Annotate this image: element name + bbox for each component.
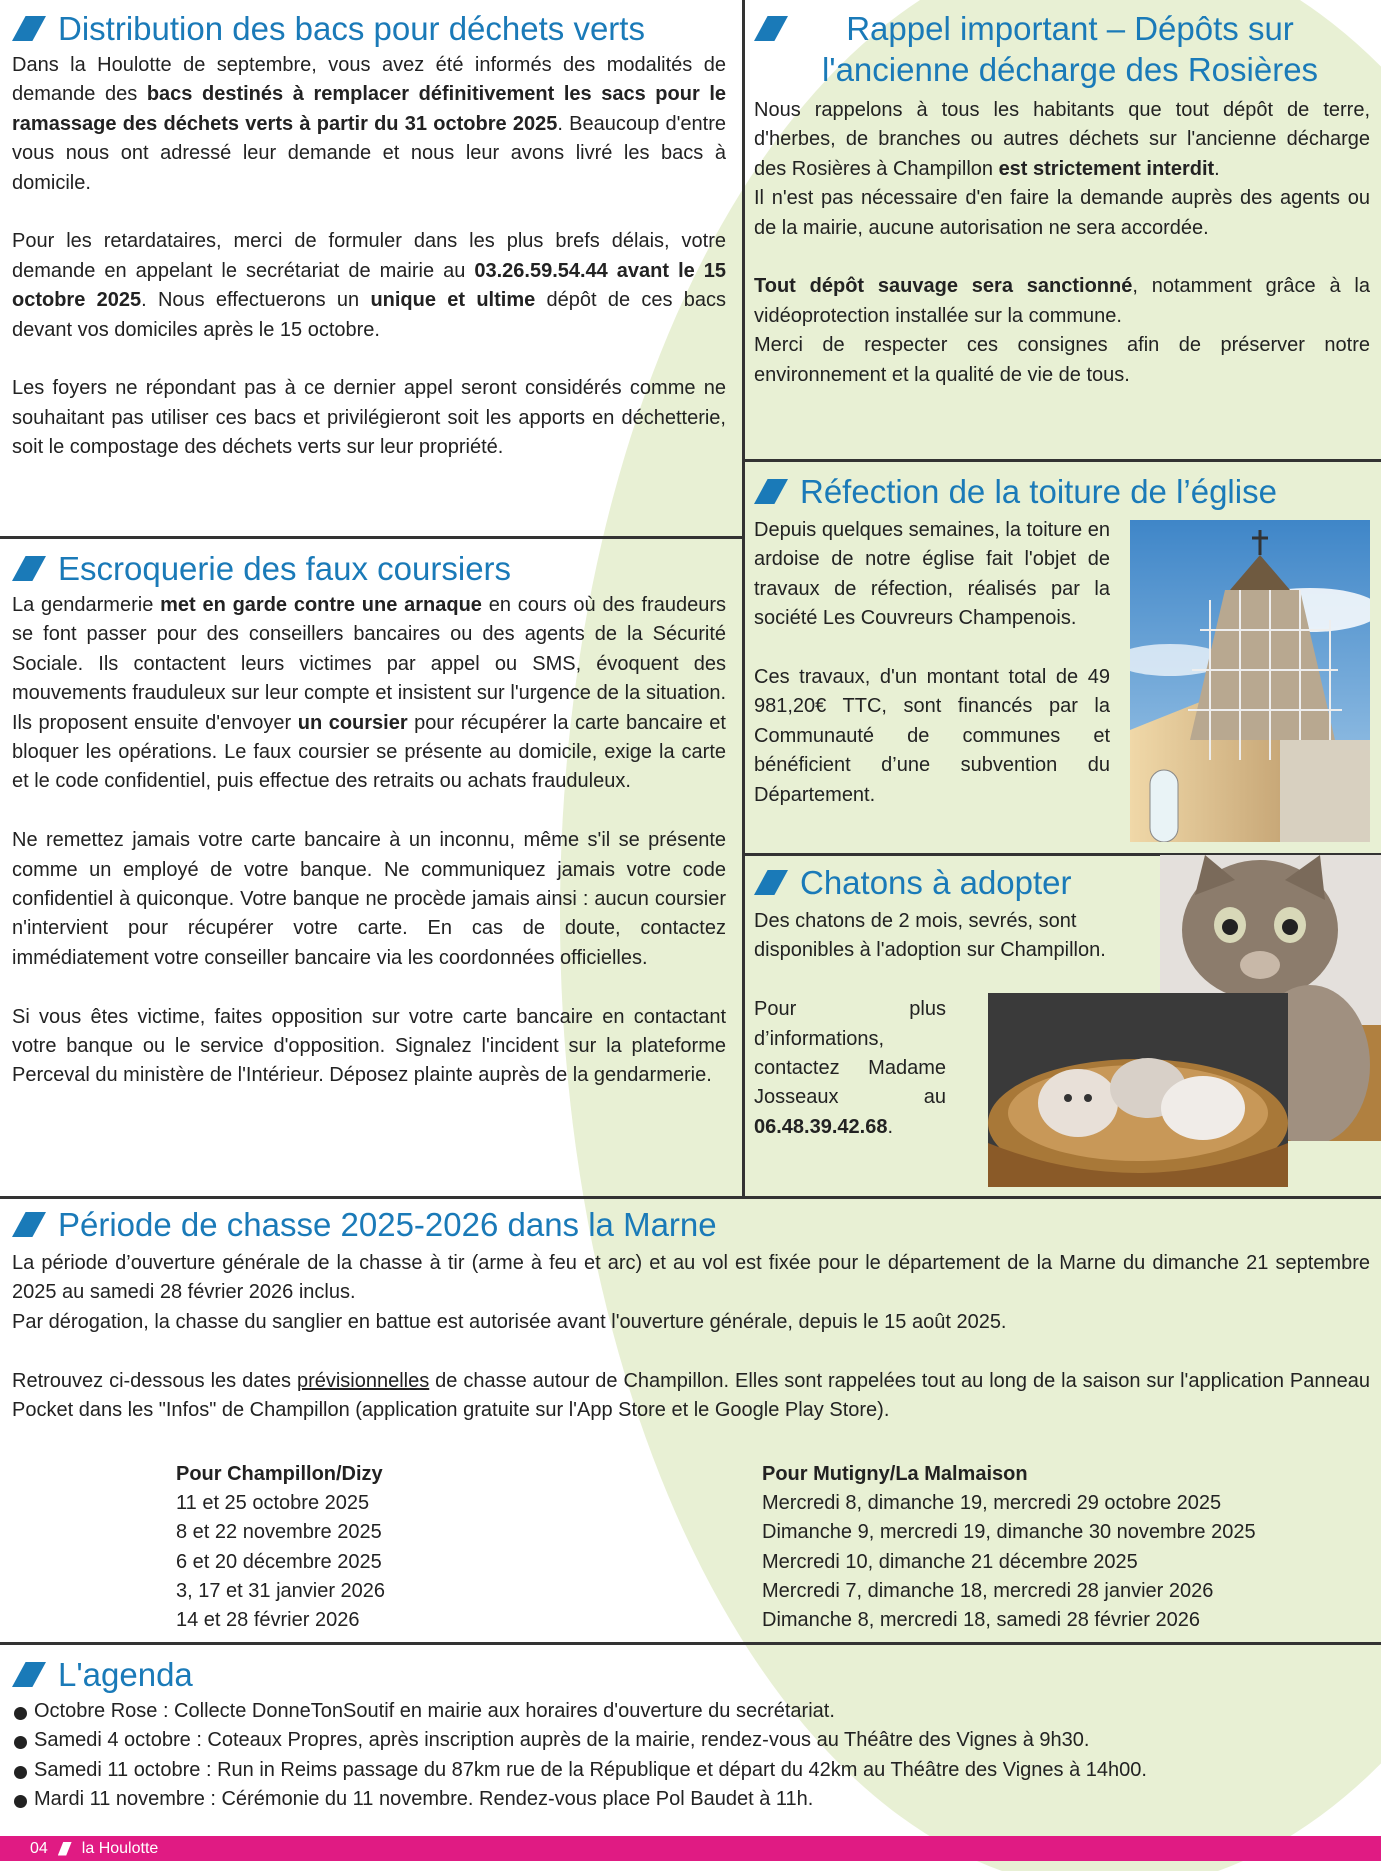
agenda-text: Samedi 11 octobre : Run in Reims passage du 87km rue de la République et départ du 42km au Théâtre des Vignes à 14h00. [34,1758,1147,1781]
section-title [754,8,1370,90]
date-line: 14 et 28 février 2026 [176,1609,360,1632]
paragraph [12,51,726,198]
text: Retrouvez ci-dessous les dates [12,1369,297,1392]
section-dechets-verts [12,8,726,463]
date-line: 11 et 25 octobre 2025 [176,1492,370,1515]
text: Pour les retardataires, merci de formuler dans les plus brefs délais, votre demande en appelant le secrétariat de mairie au [12,230,726,282]
agenda-text: Mardi 11 novembre : Cérémonie du 11 novembre. Rendez-vous place Pol Baudet à 11h. [34,1788,814,1811]
date-line: 6 et 20 décembre 2025 [176,1550,382,1573]
paragraph [754,96,1370,184]
text: dépôt de ces bacs devant vos domiciles après le 15 octobre. [12,289,727,341]
section-title [754,471,1370,512]
text: . [887,1115,894,1138]
title-text: Réfection de la toiture de l’église [800,473,1277,510]
page-number: 04 [30,1839,48,1857]
paragraph [754,995,946,1142]
section-escroquerie [12,548,726,1091]
date-line: Dimanche 8, mercredi 18, samedi 28 février 2026 [762,1609,1200,1632]
paragraph [12,227,726,345]
paragraph: Des chatons de 2 mois, sevrés, sont disponibles à l'adoption sur Champillon. [754,910,1106,962]
paragraph: La période d’ouverture générale de la chasse à tir (arme à feu et arc) et au vol est fixée pour le département de la Marne du dimanche 21 septembre 2025 au samedi 28 février 2026 inclus. [12,1252,1370,1304]
agenda-text: Octobre Rose : Collecte DonneTonSoutif en mairie aux horaires d'ouverture du secrétariat. [34,1700,835,1722]
section-title [754,862,1194,903]
section-chasse [12,1204,1370,1425]
text: La gendarmerie [12,594,161,616]
paragraph [754,272,1370,331]
phone-deadline: 03.26.59.54.44 avant le 15 octobre 2025 [12,259,726,312]
agenda-item [12,1697,1370,1726]
section-agenda [12,1654,1370,1815]
bold-text: Tout dépôt sauvage sera sanctionné [754,275,1133,298]
title-text: L'agenda [58,1656,193,1693]
bold-text: un coursier [297,711,408,734]
bullet-icon [14,1736,27,1749]
text: pour récupérer la carte bancaire et bloquer les opérations. Le faux coursier se présente au domicile, exige la carte et le code confidentiel, puis effectue des retraits ou achats frauduleux. [12,711,726,793]
divider-vertical-top [742,0,745,1198]
date-line: Mercredi 10, dimanche 21 décembre 2025 [762,1550,1138,1573]
text: Dans la Houlotte de septembre, vous avez été informés des modalités de demande des [12,54,726,106]
underlined-text: prévisionnelles [296,1369,430,1392]
paragraph: Par dérogation, la chasse du sanglier en battue est autorisée avant l'ouverture générale, depuis le 15 août 2025. [12,1310,1007,1333]
text: Nous rappelons à tous les habitants que tout dépôt de terre, d'herbes, de branches ou autres déchets sur l'ancienne décharge des Rosières à Champillon [754,99,1370,180]
date-line: Mercredi 8, dimanche 19, mercredi 29 octobre 2025 [762,1492,1222,1515]
publication-name: la Houlotte [81,1839,159,1857]
paragraph: Ne remettez jamais votre carte bancaire à un inconnu, même s'il se présente comme un employé de votre banque. Ne communiquez jamais votre code confidentiel à quiconque. Votre banque ne procède jamais ainsi : aucun coursier n'intervient pour récupérer votre carte. En cas de doute, contactez immédiatement votre conseiller bancaire via les coordonnées officielles. [12,829,726,969]
title-text: Distribution des bacs pour déchets verts [58,10,645,47]
text: . Beaucoup d'entre vous nous ont adressé leur demande et nous leur avons livré les bacs à domicile. [12,112,726,194]
date-line: 8 et 22 novembre 2025 [176,1521,382,1544]
bold-text: bacs destinés à remplacer définitivement les sacs pour le ramassage des déchets verts à partir du 31 octobre 2025 [12,83,726,135]
dates-champillon-dizy [176,1460,576,1635]
paragraph: Depuis quelques semaines, la toiture en ardoise de notre église fait l'objet de travaux de réfection, réalisés par la société Les Couvreurs Champenois. [754,519,1110,630]
section-title [12,1204,1370,1245]
footer-marker-icon [58,1842,72,1856]
dates-heading: Pour Champillon/Dizy [176,1463,383,1485]
bold-text: met en garde contre une arnaque [160,594,482,616]
bold-text: unique et ultime [370,289,536,312]
agenda-item [12,1785,1370,1814]
page-footer [0,1836,1381,1861]
paragraph: Merci de respecter ces consignes afin de préserver notre environnement et la qualité de vie de tous. [754,334,1370,386]
title-text: Rappel important – Dépôts sur l'ancienne décharge des Rosières [821,10,1319,88]
paragraph: Les foyers ne répondant pas à ce dernier appel seront considérés comme ne souhaitant pas utiliser ces bacs et privilégieront soit les apports en déchetterie, soit le compostage des déchets verts sur leur propriété. [12,377,726,459]
agenda-text: Samedi 4 octobre : Coteaux Propres, après inscription auprès de la mairie, rendez-vous au Théâtre des Vignes à 9h30. [34,1729,1090,1752]
section-title [12,8,726,49]
paragraph: Si vous êtes victime, faites opposition sur votre carte bancaire en contactant votre banque ou le service d'opposition. Signalez l'incident sur la plateforme Perceval du ministère de l'Intérieur. Déposez plainte auprès de la gendarmerie. [12,1005,726,1087]
paragraph [12,591,726,797]
bullet-icon [14,1795,27,1808]
title-text: Période de chasse 2025-2026 dans la Marne [58,1206,717,1243]
church-roof-photo [1130,520,1370,842]
section-title [12,1654,1370,1695]
divider-full-1 [0,1196,1381,1199]
bullet-icon [14,1707,27,1720]
agenda-item [12,1756,1370,1785]
heading-marker-icon [754,870,788,895]
text: , notamment grâce à la vidéoprotection installée sur la commune. [754,275,1370,327]
text: en cours où des fraudeurs se font passer pour des conseillers bancaires ou des agents de la Sécurité Sociale. Ils contactent leurs victimes par appel ou SMS, évoquent des mouvements frauduleux sur leur compte et insistent sur l'urgence de la situation. Ils proposent ensuite d'envoyer [12,594,726,734]
dates-mutigny-malmaison [762,1460,1372,1635]
dates-heading: Pour Mutigny/La Malmaison [762,1463,1028,1485]
divider-full-2 [0,1642,1381,1645]
agenda-list [12,1697,1370,1815]
text: . [1214,157,1220,180]
date-line: 3, 17 et 31 janvier 2026 [176,1579,386,1602]
text: de chasse autour de Champillon. Elles sont rappelées tout au long de la saison sur l'application Panneau Pocket dans les "Infos" de Champillon (application gratuite sur l'App Store et le Google Play Store). [12,1369,1370,1422]
heading-marker-icon [12,1212,46,1237]
divider-right-1 [745,459,1381,462]
bullet-icon [14,1766,27,1779]
paragraph: Il n'est pas nécessaire d'en faire la demande auprès des agents ou de la mairie, aucune autorisation ne sera accordée. [754,187,1370,239]
heading-marker-icon [12,16,46,41]
kittens-basket-photo [988,993,1288,1187]
date-line: Dimanche 9, mercredi 19, dimanche 30 novembre 2025 [762,1521,1256,1544]
agenda-item [12,1726,1370,1755]
text: Pour plus d’informations, contactez Madame Josseaux au [754,998,946,1109]
heading-marker-icon [754,16,788,41]
paragraph [12,1367,1370,1426]
phone-number: 06.48.39.42.68 [754,1115,888,1138]
heading-marker-icon [754,479,788,504]
heading-marker-icon [12,556,46,581]
title-text: Escroquerie des faux coursiers [58,550,512,587]
date-line: Mercredi 7, dimanche 18, mercredi 28 janvier 2026 [762,1579,1214,1602]
bold-text: est strictement interdit [998,157,1215,180]
title-text: Chatons à adopter [800,864,1072,901]
divider-left-1 [0,536,742,539]
paragraph: Ces travaux, d'un montant total de 49 981,20€ TTC, sont financés par la Communauté de communes et bénéficient d’une subvention du Département. [754,666,1110,806]
section-rappel [754,8,1370,390]
heading-marker-icon [12,1662,46,1687]
section-title [12,548,726,589]
text: . Nous effectuerons un [141,289,371,312]
